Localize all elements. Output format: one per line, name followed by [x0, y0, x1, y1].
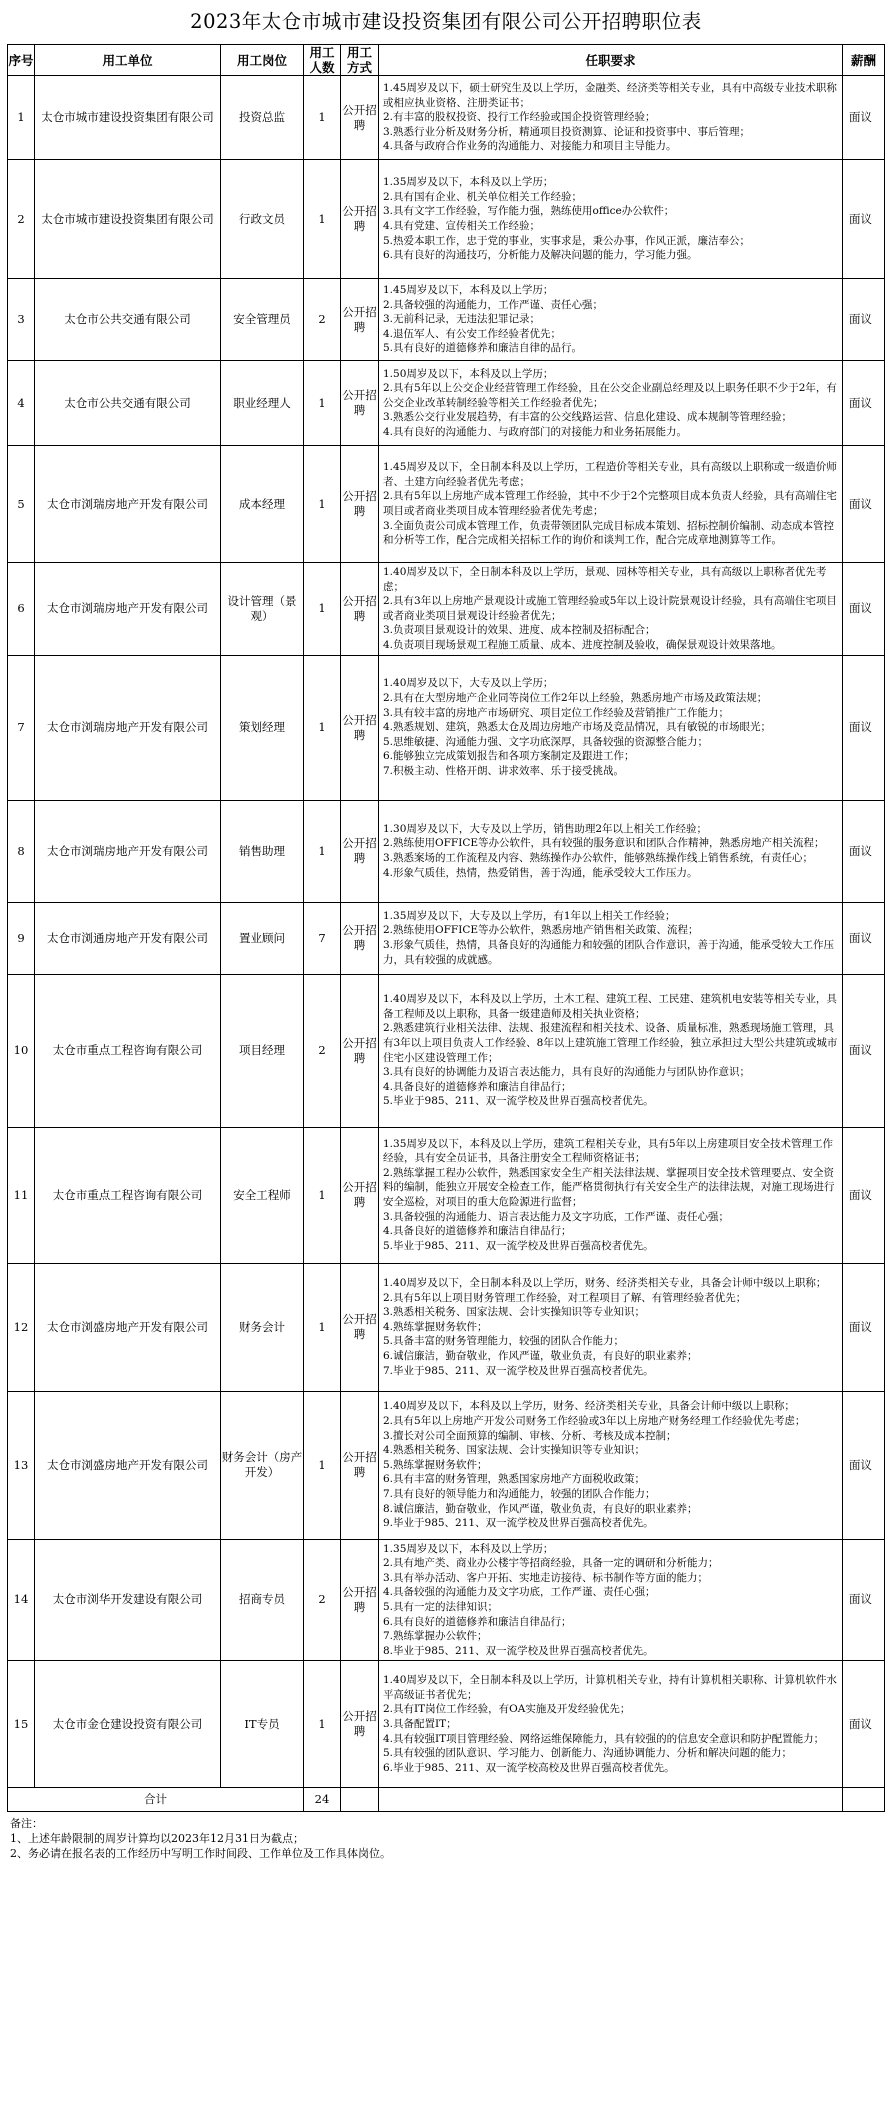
- table-row: [8, 1127, 885, 1263]
- requirement-line: 6.具有丰富的财务管理，熟悉国家房地产方面税收政策；: [383, 1473, 646, 1486]
- requirement-line: 4.具备与政府合作业务的沟通能力、对接能力和项目主导能力。: [383, 140, 677, 153]
- requirement-line: 3.具备较强的沟通能力、语言表达能力及文字功底，工作严谨、责任心强；: [383, 1210, 730, 1223]
- header-post: 用工岗位: [221, 45, 304, 76]
- row-method: 公开招聘: [341, 446, 379, 563]
- row-requirements: [379, 800, 843, 902]
- row-salary: 面议: [843, 1391, 885, 1539]
- row-method: 公开招聘: [341, 361, 379, 446]
- total-count: 24: [304, 1788, 341, 1812]
- requirement-line: 6.毕业于985、211、双一流学校高校及世界百强高校者优先。: [383, 1761, 675, 1774]
- table-row: [8, 1391, 885, 1539]
- row-seq: 12: [8, 1263, 35, 1391]
- requirement-line: 2.具有国有企业、机关单位相关工作经验；: [383, 190, 583, 203]
- row-method: 公开招聘: [341, 974, 379, 1127]
- header-count: 用工人数: [304, 45, 341, 76]
- row-post: 行政文员: [221, 160, 304, 279]
- header-method: 用工方式: [341, 45, 379, 76]
- row-requirements: [379, 1539, 843, 1661]
- row-count: 1: [304, 1391, 341, 1539]
- row-requirements: [379, 160, 843, 279]
- row-salary: 面议: [843, 974, 885, 1127]
- row-salary: 面议: [843, 76, 885, 160]
- requirement-line: 3.具有举办活动、客户开拓、实地走访接待、标书制作等方面的能力；: [383, 1571, 709, 1584]
- requirement-line: 2.具有3年以上房地产景观设计或施工管理经验或5年以上设计院景观设计经验，具有高端住宅项目或者商业类项目景观设计经验者优先；: [383, 595, 837, 622]
- requirement-line: 3.擅长对公司全面预算的编制、审核、分析、考核及成本控制；: [383, 1429, 677, 1442]
- table-row: [8, 1661, 885, 1788]
- row-post: 策划经理: [221, 655, 304, 800]
- requirement-line: 8.毕业于985、211、双一流学校及世界百强高校者优先。: [383, 1644, 654, 1657]
- row-method: 公开招聘: [341, 279, 379, 361]
- requirement-line: 1.35周岁及以下，大专及以上学历，有1年以上相关工作经验；: [383, 909, 676, 922]
- requirement-line: 6.能够独立完成策划报告和各项方案制定及跟进工作；: [383, 750, 635, 763]
- table-row: [8, 563, 885, 656]
- requirement-line: 5.具有较强的团队意识、学习能力、创新能力、沟通协调能力、分析和解决问题的能力；: [383, 1747, 793, 1760]
- row-requirements: [379, 1263, 843, 1391]
- row-unit: 太仓市浏瑞房地产开发有限公司: [35, 563, 221, 656]
- header-requirements: 任职要求: [379, 45, 843, 76]
- table-row: [8, 446, 885, 563]
- row-count: 2: [304, 974, 341, 1127]
- requirement-line: 4.具备较强的沟通能力及文字功底，工作严谨、责任心强；: [383, 1586, 656, 1599]
- row-count: 1: [304, 1127, 341, 1263]
- requirement-line: 3.具有良好的协调能力及语言表达能力，具有良好的沟通能力与团队协作意识；: [383, 1066, 751, 1079]
- row-salary: 面议: [843, 655, 885, 800]
- total-label: 合计: [8, 1788, 304, 1812]
- row-salary: 面议: [843, 160, 885, 279]
- requirement-line: 5.毕业于985、211、双一流学校及世界百强高校者优先。: [383, 1095, 654, 1108]
- job-table: [7, 44, 885, 1812]
- row-method: 公开招聘: [341, 1263, 379, 1391]
- notes: [7, 1812, 885, 1861]
- row-seq: 8: [8, 800, 35, 902]
- requirement-line: 2.熟悉建筑行业相关法律、法规、报建流程和相关技术、设备、质量标准，熟悉现场施工管理，具有3年以上项目负责人工作经验、8年以上建筑施工管理工作经验，独立承担过大型公共建筑或城市住宅小区建设管理工作；: [383, 1022, 838, 1064]
- table-row: [8, 160, 885, 279]
- header-unit: 用工单位: [35, 45, 221, 76]
- row-requirements: [379, 902, 843, 974]
- requirement-line: 1.45周岁及以下，全日制本科及以上学历，工程造价等相关专业，具有高级以上职称或一级造价师者、土建方向经验者优先考虑；: [383, 461, 837, 488]
- row-post: 置业顾问: [221, 902, 304, 974]
- table-header-row: [8, 45, 885, 76]
- requirement-line: 5.具备丰富的财务管理能力，较强的团队合作能力；: [383, 1335, 625, 1348]
- total-empty-salary: [843, 1788, 885, 1812]
- requirement-line: 3.具有文字工作经验，写作能力强，熟练使用office办公软件；: [383, 205, 675, 218]
- row-salary: 面议: [843, 446, 885, 563]
- requirement-line: 7.毕业于985、211、双一流学校及世界百强高校者优先。: [383, 1364, 654, 1377]
- requirement-line: 5.具有一定的法律知识；: [383, 1600, 499, 1613]
- requirement-line: 4.具有良好的沟通能力、与政府部门的对接能力和业务拓展能力。: [383, 425, 688, 438]
- requirement-line: 2.熟练使用OFFICE等办公软件，熟悉房地产销售相关政策、流程；: [383, 924, 699, 937]
- row-unit: 太仓市浏华开发建设有限公司: [35, 1539, 221, 1661]
- row-salary: 面议: [843, 902, 885, 974]
- row-post: 设计管理（景观）: [221, 563, 304, 656]
- row-salary: 面议: [843, 563, 885, 656]
- requirement-line: 2.具备较强的沟通能力，工作严谨、责任心强；: [383, 298, 604, 311]
- requirement-line: 1.40周岁及以下，大专及以上学历；: [383, 677, 554, 690]
- table-row: [8, 800, 885, 902]
- row-salary: 面议: [843, 279, 885, 361]
- row-seq: 6: [8, 563, 35, 656]
- requirement-line: 3.熟悉相关税务、国家法规、会计实操知识等专业知识；: [383, 1306, 646, 1319]
- table-row: [8, 76, 885, 160]
- total-empty-requirements: [379, 1788, 843, 1812]
- requirement-line: 4.退伍军人、有公安工作经验者优先；: [383, 327, 562, 340]
- row-method: 公开招聘: [341, 655, 379, 800]
- total-empty-method: [341, 1788, 379, 1812]
- requirement-line: 1.30周岁及以下，大专及以上学历，销售助理2年以上相关工作经验；: [383, 822, 708, 835]
- row-method: 公开招聘: [341, 1661, 379, 1788]
- requirement-line: 2.熟练掌握工程办公软件，熟悉国家安全生产相关法律法规、掌握项目安全技术管理要点、安全资料的编制，能独立开展安全检查工作，能严格贯彻执行有关安全生产的法律法规，对施工现场进行安全巡检，对项目的重大危险源进行监督；: [383, 1166, 835, 1209]
- requirement-line: 6.具有良好的沟通技巧，分析能力及解决问题的能力，学习能力强。: [383, 249, 698, 262]
- row-unit: 太仓市重点工程咨询有限公司: [35, 974, 221, 1127]
- requirement-line: 3.形象气质佳，热情，具备良好的沟通能力和较强的团队合作意识，善于沟通，能承受较大工作压力，具有较强的成就感。: [383, 939, 835, 966]
- requirement-line: 8.诚信廉洁，勤奋敬业，作风严谨，敬业负责，有良好的职业素养；: [383, 1502, 698, 1515]
- row-method: 公开招聘: [341, 800, 379, 902]
- row-seq: 15: [8, 1661, 35, 1788]
- requirement-line: 4.负责项目现场景观工程施工质量、成本、进度控制及验收，确保景观设计效果落地。: [383, 638, 782, 651]
- row-method: 公开招聘: [341, 1391, 379, 1539]
- row-salary: 面议: [843, 1539, 885, 1661]
- requirement-line: 3.熟悉案场的工作流程及内容、熟练操作办公软件，能够熟练操作线上销售系统，有责任心；: [383, 852, 814, 865]
- row-requirements: [379, 655, 843, 800]
- row-unit: 太仓市浏盛房地产开发有限公司: [35, 1391, 221, 1539]
- row-requirements: [379, 361, 843, 446]
- row-seq: 14: [8, 1539, 35, 1661]
- note-2: 2、务必请在报名表的工作经历中写明工作时间段、工作单位及工作具体岗位。: [10, 1847, 391, 1861]
- table-row: [8, 1263, 885, 1391]
- requirement-line: 6.诚信廉洁，勤奋敬业，作风严谨，敬业负责，有良好的职业素养；: [383, 1349, 698, 1362]
- requirement-line: 2.具有IT岗位工作经验，有OA实施及开发经验优先；: [383, 1703, 631, 1716]
- requirement-line: 3.具有较丰富的房地产市场研究、项目定位工作经验及营销推广工作能力；: [383, 706, 730, 719]
- row-unit: 太仓市金仓建设投资有限公司: [35, 1661, 221, 1788]
- row-post: 成本经理: [221, 446, 304, 563]
- requirement-line: 3.熟悉行业分析及财务分析，精通项目投资测算、论证和投资事中、事后管理；: [383, 125, 751, 138]
- requirement-line: 1.40周岁及以下，全日制本科及以上学历，景观、园林等相关专业，具有高级以上职称者优先考虑；: [383, 566, 827, 593]
- requirement-line: 5.思维敏捷、沟通能力强、文字功底深厚，具备较强的资源整合能力；: [383, 735, 709, 748]
- row-requirements: [379, 1127, 843, 1263]
- row-requirements: [379, 1391, 843, 1539]
- row-unit: 太仓市浏通房地产开发有限公司: [35, 902, 221, 974]
- table-row: [8, 1539, 885, 1661]
- requirement-line: 4.具备良好的道德修养和廉洁自律品行；: [383, 1225, 572, 1238]
- table-row: [8, 902, 885, 974]
- requirement-line: 1.45周岁及以下，本科及以上学历；: [383, 284, 554, 297]
- row-salary: 面议: [843, 361, 885, 446]
- requirement-line: 3.无前科记录，无违法犯罪记录；: [383, 313, 541, 326]
- requirement-line: 1.35周岁及以下，本科及以上学历，建筑工程相关专业，具有5年以上房建项目安全技术管理工作经验，具有安全员证书，具备注册安全工程师资格证书；: [383, 1137, 834, 1165]
- row-post: IT专员: [221, 1661, 304, 1788]
- row-post: 安全管理员: [221, 279, 304, 361]
- row-count: 1: [304, 361, 341, 446]
- row-seq: 5: [8, 446, 35, 563]
- row-count: 1: [304, 446, 341, 563]
- requirement-line: 2.有丰富的股权投资、投行工作经验或国企投资管理经验；: [383, 111, 656, 124]
- row-count: 1: [304, 160, 341, 279]
- row-seq: 3: [8, 279, 35, 361]
- row-unit: 太仓市浏瑞房地产开发有限公司: [35, 655, 221, 800]
- requirement-line: 5.具有良好的道德修养和廉洁自律的品行。: [383, 342, 583, 355]
- notes-title: 备注：: [10, 1817, 43, 1831]
- requirement-line: 1.45周岁及以下，硕士研究生及以上学历，金融类、经济类等相关专业，具有中高级专业技术职称或相应执业资格、注册类证书；: [383, 82, 837, 109]
- row-method: 公开招聘: [341, 76, 379, 160]
- row-seq: 2: [8, 160, 35, 279]
- row-post: 财务会计: [221, 1263, 304, 1391]
- requirement-line: 4.具有较强IT项目管理经验、网络运维保障能力，具有较强的的信息安全意识和防护配置能力；: [383, 1732, 825, 1745]
- requirement-line: 2.具有地产类、商业办公楼宇等招商经验，具备一定的调研和分析能力；: [383, 1557, 719, 1570]
- row-count: 1: [304, 655, 341, 800]
- row-salary: 面议: [843, 1661, 885, 1788]
- page-title: 2023年太仓市城市建设投资集团有限公司公开招聘职位表: [190, 10, 702, 33]
- row-seq: 11: [8, 1127, 35, 1263]
- row-salary: 面议: [843, 800, 885, 902]
- row-method: 公开招聘: [341, 902, 379, 974]
- row-count: 1: [304, 1263, 341, 1391]
- row-salary: 面议: [843, 1263, 885, 1391]
- row-requirements: [379, 974, 843, 1127]
- total-row: [8, 1788, 885, 1812]
- header-seq: 序号: [8, 45, 35, 76]
- row-post: 项目经理: [221, 974, 304, 1127]
- table-row: [8, 655, 885, 800]
- row-count: 1: [304, 563, 341, 656]
- requirement-line: 3.负责项目景观设计的效果、进度、成本控制及招标配合；: [383, 624, 656, 637]
- requirement-line: 4.具备良好的道德修养和廉洁自律品行；: [383, 1080, 572, 1093]
- requirement-line: 3.具备配置IT；: [383, 1718, 457, 1731]
- row-seq: 10: [8, 974, 35, 1127]
- requirement-line: 1.35周岁及以下，本科及以上学历；: [383, 176, 554, 189]
- requirement-line: 2.熟练使用OFFICE等办公软件，具有较强的服务意识和团队合作精神，熟悉房地产相关流程；: [383, 837, 825, 850]
- requirement-line: 1.40周岁及以下，本科及以上学历，土木工程、建筑工程、工民建、建筑机电安装等相关专业，具备工程师及以上职称，具备一级建造师及相关执业资格；: [383, 993, 837, 1020]
- header-salary: 薪酬: [843, 45, 885, 76]
- row-method: 公开招聘: [341, 1127, 379, 1263]
- requirement-line: 1.40周岁及以下，全日制本科及以上学历，财务、经济类相关专业，具备会计师中级以上职称；: [383, 1276, 827, 1289]
- row-method: 公开招聘: [341, 1539, 379, 1661]
- row-unit: 太仓市重点工程咨询有限公司: [35, 1127, 221, 1263]
- row-requirements: [379, 1661, 843, 1788]
- requirement-line: 4.熟悉规划、建筑，熟悉太仓及周边房地产市场及竞品情况，具有敏锐的市场眼光；: [383, 721, 772, 734]
- row-count: 1: [304, 76, 341, 160]
- requirement-line: 5.熟练掌握财务软件；: [383, 1458, 488, 1471]
- row-count: 2: [304, 1539, 341, 1661]
- row-post: 财务会计（房产开发）: [221, 1391, 304, 1539]
- row-method: 公开招聘: [341, 563, 379, 656]
- row-unit: 太仓市城市建设投资集团有限公司: [35, 76, 221, 160]
- row-seq: 4: [8, 361, 35, 446]
- row-method: 公开招聘: [341, 160, 379, 279]
- row-count: 1: [304, 1661, 341, 1788]
- row-unit: 太仓市浏瑞房地产开发有限公司: [35, 446, 221, 563]
- table-row: [8, 361, 885, 446]
- row-unit: 太仓市浏盛房地产开发有限公司: [35, 1263, 221, 1391]
- requirement-line: 2.具有5年以上公交企业经营管理工作经验，且在公交企业副总经理及以上职务任职不少于2年，有公交企业改革转制经验等相关工作经验者优先；: [383, 382, 837, 409]
- row-requirements: [379, 279, 843, 361]
- row-count: 7: [304, 902, 341, 974]
- requirement-line: 7.积极主动、性格开朗、讲求效率、乐于接受挑战。: [383, 765, 625, 778]
- requirement-line: 7.熟练掌握办公软件；: [383, 1630, 488, 1643]
- requirement-line: 6.具有良好的道德修养和廉洁自律品行；: [383, 1615, 572, 1628]
- table-row: [8, 974, 885, 1127]
- requirement-line: 9.毕业于985、211、双一流学校及世界百强高校者优先。: [383, 1517, 654, 1530]
- table-row: [8, 279, 885, 361]
- note-1: 1、上述年龄限制的周岁计算均以2023年12月31日为截点；: [10, 1832, 304, 1846]
- row-requirements: [379, 563, 843, 656]
- row-seq: 13: [8, 1391, 35, 1539]
- row-seq: 7: [8, 655, 35, 800]
- requirement-line: 1.50周岁及以下，本科及以上学历；: [383, 367, 554, 380]
- requirement-line: 3.熟悉公交行业发展趋势，有丰富的公交线路运营、信息化建设、成本规制等管理经验；: [383, 411, 793, 424]
- row-count: 1: [304, 800, 341, 902]
- requirement-line: 3.全面负责公司成本管理工作，负责带领团队完成目标成本策划、招标控制价编制、动态成本管控和分析等工作，配合完成相关招标工作的询价和谈判工作，配合完成章地测算等工作。: [383, 519, 835, 547]
- requirement-line: 5.毕业于985、211、双一流学校及世界百强高校者优先。: [383, 1239, 654, 1252]
- row-seq: 1: [8, 76, 35, 160]
- requirement-line: 5.热爱本职工作，忠于党的事业，实事求是，秉公办事，作风正派，廉洁奉公；: [383, 234, 751, 247]
- row-seq: 9: [8, 902, 35, 974]
- requirement-line: 4.熟练掌握财务软件；: [383, 1320, 488, 1333]
- requirement-line: 1.40周岁及以下，全日制本科及以上学历，计算机相关专业，持有计算机相关职称、计算机软件水平高级证书者优先；: [383, 1674, 837, 1701]
- requirement-line: 2.具有5年以上房地产成本管理工作经验，其中不少于2个完整项目成本负责人经验，具有高端住宅项目或者商业类项目成本管理经验者优先考虑；: [383, 490, 837, 517]
- requirement-line: 1.35周岁及以下，本科及以上学历；: [383, 1542, 554, 1555]
- row-post: 职业经理人: [221, 361, 304, 446]
- row-post: 销售助理: [221, 800, 304, 902]
- requirement-line: 2.具有在大型房地产企业同等岗位工作2年以上经验，熟悉房地产市场及政策法规；: [383, 692, 768, 705]
- requirement-line: 2.具有5年以上房地产开发公司财务工作经验或3年以上房地产财务经理工作经验优先考虑；: [383, 1414, 806, 1427]
- row-requirements: [379, 76, 843, 160]
- row-count: 2: [304, 279, 341, 361]
- row-post: 招商专员: [221, 1539, 304, 1661]
- requirement-line: 7.具有良好的领导能力和沟通能力，较强的团队合作能力；: [383, 1487, 656, 1500]
- row-unit: 太仓市浏瑞房地产开发有限公司: [35, 800, 221, 902]
- requirement-line: 4.熟悉相关税务、国家法规、会计实操知识等专业知识；: [383, 1444, 646, 1457]
- requirement-line: 1.40周岁及以下，本科及以上学历，财务、经济类相关专业，具备会计师中级以上职称；: [383, 1400, 795, 1413]
- requirement-line: 4.具有党建、宣传相关工作经验；: [383, 220, 541, 232]
- row-post: 安全工程师: [221, 1127, 304, 1263]
- row-salary: 面议: [843, 1127, 885, 1263]
- row-requirements: [379, 446, 843, 563]
- requirement-line: 2.具有5年以上项目财务管理工作经验，对工程项目了解、有管理经验者优先；: [383, 1291, 747, 1304]
- row-unit: 太仓市公共交通有限公司: [35, 279, 221, 361]
- row-unit: 太仓市公共交通有限公司: [35, 361, 221, 446]
- row-unit: 太仓市城市建设投资集团有限公司: [35, 160, 221, 279]
- requirement-line: 4.形象气质佳，热情，热爱销售，善于沟通，能承受较大工作压力。: [383, 866, 698, 879]
- row-post: 投资总监: [221, 76, 304, 160]
